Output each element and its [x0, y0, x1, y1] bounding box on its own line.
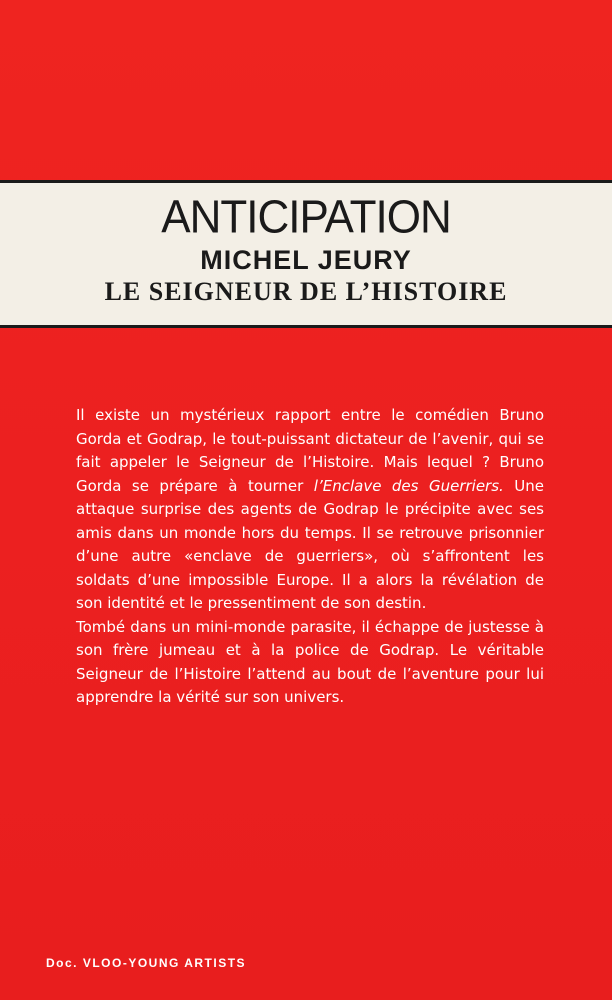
- blurb-paragraph-2: Tombé dans un mini-monde parasite, il échappe de justesse à son frère jumeau et à la police de Godrap. Le véritable Seigneur de l’Histoire l’attend au bout de l’aventure pour lui apprendre la vérité sur son univers.: [76, 617, 544, 706]
- series-name: ANTICIPATION: [161, 191, 451, 244]
- blurb-p1-italic: l’Enclave des Guerriers.: [313, 476, 504, 495]
- book-title: LE SEIGNEUR DE L’HISTOIRE: [104, 277, 508, 306]
- author-name: MICHEL JEURY: [200, 245, 412, 275]
- blurb-p1-end: Une attaque surprise des agents de Godrap le précipite avec ses amis dans un monde hors du temps. Il se retrouve prisonnier d’une autre «enclave de guerriers», où s’affrontent les soldats d’une impossible Europe. Il a alors la révélation de son identité et le pressentiment de son destin.: [76, 476, 544, 612]
- image-credit: Doc. VLOO-YOUNG ARTISTS: [46, 956, 247, 970]
- title-band: [0, 180, 612, 328]
- blurb-p1-start: Il existe un mystérieux rapport entre le comédien Bruno Gorda et Godrap, le tout-puissant dictateur de l’avenir, qui se fait appeler le Seigneur de l’Histoire. Mais lequel ? Bruno Gorda se prépare à tourner: [76, 406, 544, 495]
- blurb-paragraph-1: [76, 404, 544, 616]
- blurb-text: [76, 404, 544, 710]
